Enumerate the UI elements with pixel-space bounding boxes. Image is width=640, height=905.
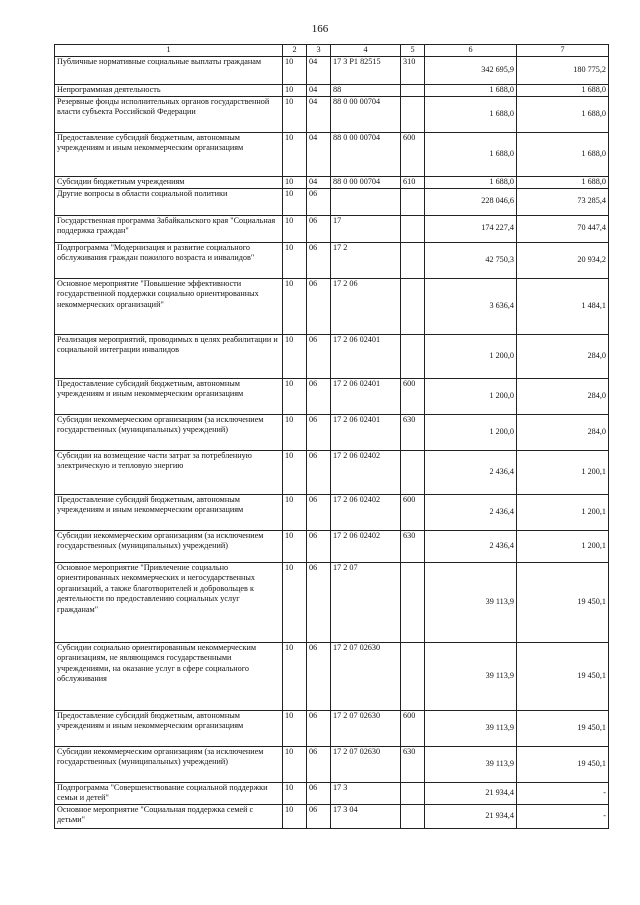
section-code: 10	[283, 215, 307, 242]
expense-type-code: 630	[401, 530, 425, 562]
target-article-code: 17 3 04	[331, 804, 401, 828]
table-row	[55, 746, 609, 782]
target-article-code	[331, 188, 401, 215]
subsection-code: 04	[307, 132, 331, 176]
subsection-code: 06	[307, 378, 331, 414]
table-row	[55, 278, 609, 334]
target-article-code: 17 2 07 02630	[331, 710, 401, 746]
amount-col7: 73 285,4	[517, 188, 609, 215]
page-number: 166	[311, 23, 329, 35]
subsection-code: 06	[307, 188, 331, 215]
item-name: Основное мероприятие "Повышение эффективности государственной поддержки социально ориентированных некоммерческих организаций"	[55, 278, 283, 334]
expense-type-code	[401, 450, 425, 494]
section-code: 10	[283, 562, 307, 642]
target-article-code: 17 2 06 02402	[331, 494, 401, 530]
column-header: 4	[331, 45, 401, 57]
item-name: Предоставление субсидий бюджетным, автономным учреждениям и иным некоммерческим организациям	[55, 710, 283, 746]
expense-type-code: 600	[401, 710, 425, 746]
amount-col6: 39 113,9	[425, 562, 517, 642]
expense-type-code	[401, 562, 425, 642]
table-row	[55, 242, 609, 278]
section-code: 10	[283, 746, 307, 782]
item-name: Реализация мероприятий, проводимых в целях реабилитации и социальной интеграции инвалидов	[55, 334, 283, 378]
expense-type-code	[401, 334, 425, 378]
subsection-code: 06	[307, 494, 331, 530]
target-article-code: 88 0 00 00704	[331, 96, 401, 132]
amount-col6: 42 750,3	[425, 242, 517, 278]
table-row	[55, 85, 609, 97]
subsection-code: 04	[307, 176, 331, 188]
amount-col6: 1 200,0	[425, 414, 517, 450]
item-name: Подпрограмма "Модернизация и развитие социального обслуживания граждан пожилого возраста и инвалидов"	[55, 242, 283, 278]
section-code: 10	[283, 530, 307, 562]
section-code: 10	[283, 96, 307, 132]
subsection-code: 04	[307, 57, 331, 85]
table-row	[55, 710, 609, 746]
item-name: Резервные фонды исполнительных органов государственной власти субъекта Российской Федерации	[55, 96, 283, 132]
subsection-code: 06	[307, 450, 331, 494]
subsection-code: 06	[307, 242, 331, 278]
item-name: Субсидии социально ориентированным некоммерческим организациям, не являющимся государственными учреждениями, на оказание услуг в сфере социального обслуживания	[55, 642, 283, 710]
section-code: 10	[283, 242, 307, 278]
amount-col6: 1 200,0	[425, 378, 517, 414]
section-code: 10	[283, 494, 307, 530]
section-code: 10	[283, 710, 307, 746]
table-row	[55, 450, 609, 494]
subsection-code: 06	[307, 710, 331, 746]
expense-type-code	[401, 215, 425, 242]
item-name: Публичные нормативные социальные выплаты гражданам	[55, 57, 283, 85]
subsection-code: 06	[307, 334, 331, 378]
subsection-code: 04	[307, 96, 331, 132]
amount-col7: 284,0	[517, 378, 609, 414]
expense-type-code: 600	[401, 132, 425, 176]
section-code: 10	[283, 378, 307, 414]
amount-col7: 70 447,4	[517, 215, 609, 242]
expense-type-code	[401, 242, 425, 278]
expense-type-code	[401, 782, 425, 804]
table-row	[55, 804, 609, 828]
expense-type-code	[401, 804, 425, 828]
amount-col6: 1 200,0	[425, 334, 517, 378]
target-article-code: 17 3 P1 82515	[331, 57, 401, 85]
amount-col7: 1 484,1	[517, 278, 609, 334]
table-row	[55, 494, 609, 530]
item-name: Субсидии на возмещение части затрат за потребленную электрическую и тепловую энергию	[55, 450, 283, 494]
item-name: Субсидии некоммерческим организациям (за исключением государственных (муниципальных) учреждений)	[55, 414, 283, 450]
amount-col6: 228 046,6	[425, 188, 517, 215]
amount-col7: 1 200,1	[517, 494, 609, 530]
expense-type-code: 630	[401, 414, 425, 450]
target-article-code: 17 2 06 02402	[331, 450, 401, 494]
item-name: Предоставление субсидий бюджетным, автономным учреждениям и иным некоммерческим организациям	[55, 132, 283, 176]
amount-col7: 19 450,1	[517, 642, 609, 710]
expense-type-code: 310	[401, 57, 425, 85]
section-code: 10	[283, 85, 307, 97]
target-article-code: 17 2 06 02402	[331, 530, 401, 562]
amount-col6: 174 227,4	[425, 215, 517, 242]
amount-col6: 2 436,4	[425, 530, 517, 562]
table-row	[55, 414, 609, 450]
subsection-code: 06	[307, 782, 331, 804]
amount-col7: 284,0	[517, 414, 609, 450]
table-row	[55, 530, 609, 562]
item-name: Подпрограмма "Совершенствование социальной поддержки семьи и детей"	[55, 782, 283, 804]
expense-type-code: 600	[401, 378, 425, 414]
expense-type-code	[401, 188, 425, 215]
section-code: 10	[283, 782, 307, 804]
amount-col7: 19 450,1	[517, 562, 609, 642]
item-name: Предоставление субсидий бюджетным, автономным учреждениям и иным некоммерческим организациям	[55, 494, 283, 530]
item-name: Государственная программа Забайкальского края "Социальная поддержка граждан"	[55, 215, 283, 242]
section-code: 10	[283, 642, 307, 710]
item-name: Субсидии некоммерческим организациям (за исключением государственных (муниципальных) учреждений)	[55, 746, 283, 782]
table-row	[55, 176, 609, 188]
target-article-code: 17 2 07 02630	[331, 642, 401, 710]
table-row	[55, 188, 609, 215]
target-article-code: 17 2	[331, 242, 401, 278]
section-code: 10	[283, 132, 307, 176]
amount-col7: 19 450,1	[517, 710, 609, 746]
item-name: Основное мероприятие "Привлечение социально ориентированных некоммерческих и негосударственных организаций, а также благотворителей и добровольцев к деятельности по предоставлению социальных услуг гражданам"	[55, 562, 283, 642]
amount-col6: 2 436,4	[425, 494, 517, 530]
amount-col7: 1 200,1	[517, 530, 609, 562]
target-article-code: 17 3	[331, 782, 401, 804]
item-name: Субсидии бюджетным учреждениям	[55, 176, 283, 188]
section-code: 10	[283, 450, 307, 494]
item-name: Непрограммная деятельность	[55, 85, 283, 97]
subsection-code: 06	[307, 278, 331, 334]
column-header: 6	[425, 45, 517, 57]
column-header: 2	[283, 45, 307, 57]
budget-table	[54, 44, 609, 829]
subsection-code: 06	[307, 215, 331, 242]
subsection-code: 04	[307, 85, 331, 97]
table-row	[55, 378, 609, 414]
section-code: 10	[283, 804, 307, 828]
column-header: 1	[55, 45, 283, 57]
target-article-code: 88 0 00 00704	[331, 176, 401, 188]
table-row	[55, 132, 609, 176]
section-code: 10	[283, 278, 307, 334]
section-code: 10	[283, 57, 307, 85]
subsection-code: 06	[307, 562, 331, 642]
amount-col6: 342 695,9	[425, 57, 517, 85]
amount-col6: 1 688,0	[425, 85, 517, 97]
amount-col7: 180 775,2	[517, 57, 609, 85]
amount-col6: 2 436,4	[425, 450, 517, 494]
table-row	[55, 334, 609, 378]
table-row	[55, 215, 609, 242]
target-article-code: 17 2 07 02630	[331, 746, 401, 782]
amount-col6: 1 688,0	[425, 132, 517, 176]
subsection-code: 06	[307, 746, 331, 782]
table-row	[55, 96, 609, 132]
column-header: 3	[307, 45, 331, 57]
expense-type-code	[401, 642, 425, 710]
amount-col7: 19 450,1	[517, 746, 609, 782]
expense-type-code	[401, 278, 425, 334]
section-code: 10	[283, 414, 307, 450]
table-row	[55, 562, 609, 642]
column-header: 5	[401, 45, 425, 57]
amount-col7: -	[517, 804, 609, 828]
expense-type-code	[401, 96, 425, 132]
target-article-code: 17 2 06 02401	[331, 334, 401, 378]
target-article-code: 17 2 06	[331, 278, 401, 334]
expense-type-code: 610	[401, 176, 425, 188]
amount-col6: 39 113,9	[425, 746, 517, 782]
target-article-code: 88 0 00 00704	[331, 132, 401, 176]
expense-type-code	[401, 85, 425, 97]
amount-col7: 284,0	[517, 334, 609, 378]
table-row	[55, 57, 609, 85]
section-code: 10	[283, 334, 307, 378]
amount-col7: 1 200,1	[517, 450, 609, 494]
table-row	[55, 642, 609, 710]
amount-col7: 1 688,0	[517, 85, 609, 97]
target-article-code: 17 2 06 02401	[331, 414, 401, 450]
amount-col6: 21 934,4	[425, 804, 517, 828]
amount-col7: -	[517, 782, 609, 804]
amount-col7: 1 688,0	[517, 132, 609, 176]
subsection-code: 06	[307, 414, 331, 450]
amount-col6: 1 688,0	[425, 96, 517, 132]
subsection-code: 06	[307, 530, 331, 562]
amount-col6: 3 636,4	[425, 278, 517, 334]
target-article-code: 17 2 07	[331, 562, 401, 642]
amount-col6: 21 934,4	[425, 782, 517, 804]
amount-col7: 20 934,2	[517, 242, 609, 278]
column-header: 7	[517, 45, 609, 57]
item-name: Субсидии некоммерческим организациям (за исключением государственных (муниципальных) учреждений)	[55, 530, 283, 562]
section-code: 10	[283, 188, 307, 215]
item-name: Другие вопросы в области социальной политики	[55, 188, 283, 215]
section-code: 10	[283, 176, 307, 188]
amount-col6: 39 113,9	[425, 710, 517, 746]
subsection-code: 06	[307, 642, 331, 710]
subsection-code: 06	[307, 804, 331, 828]
target-article-code: 17 2 06 02401	[331, 378, 401, 414]
expense-type-code: 600	[401, 494, 425, 530]
target-article-code: 17	[331, 215, 401, 242]
item-name: Предоставление субсидий бюджетным, автономным учреждениям и иным некоммерческим организациям	[55, 378, 283, 414]
table-row	[55, 782, 609, 804]
amount-col7: 1 688,0	[517, 96, 609, 132]
header-row	[55, 45, 609, 57]
expense-type-code: 630	[401, 746, 425, 782]
amount-col6: 39 113,9	[425, 642, 517, 710]
amount-col6: 1 688,0	[425, 176, 517, 188]
amount-col7: 1 688,0	[517, 176, 609, 188]
item-name: Основное мероприятие "Социальная поддержка семей с детьми"	[55, 804, 283, 828]
target-article-code: 88	[331, 85, 401, 97]
